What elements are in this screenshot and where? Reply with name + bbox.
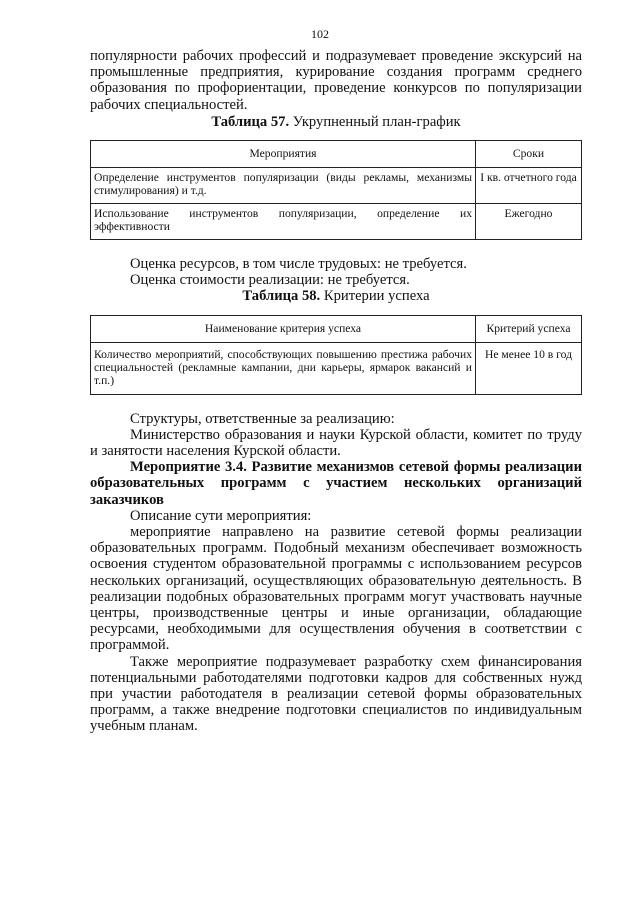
document-body xyxy=(90,48,582,735)
table-cell-criterion: Количество мероприятий, способствующих повышению престижа рабочих специальностей (рекламные кампании, дни карьеры, ярмарок вакансий и т.п.) xyxy=(91,342,476,394)
table-57-caption-title: Укрупненный план-график xyxy=(289,113,461,130)
description-paragraph-1: мероприятие направлено на развитие сетевой формы реализации образовательных программ. Подобный механизм обеспечивает возможность освоения студентом образовательной программы с использованием ресурсов нескольких организаций, осуществляющих образовательную деятельность. В реализации подобных образовательных программ могут участвовать научные центры, производственные центры и иные организации, обладающие ресурсами, необходимыми для осуществления обучения в соответствии с программой. xyxy=(90,524,582,654)
table-57-caption xyxy=(90,114,582,130)
table-58-caption xyxy=(90,288,582,304)
intro-paragraph: популярности рабочих профессий и подразумевает проведение экскурсий на промышленные предприятия, курирование создания программ среднего образования по профориентации, проведение конкурсов по популяризации рабочих специальностей. xyxy=(90,48,582,113)
event-heading: Мероприятие 3.4. Развитие механизмов сетевой формы реализации образовательных программ с участием нескольких организаций заказчиков xyxy=(90,459,582,508)
description-paragraph-2: Также мероприятие подразумевает разработку схем финансирования потенциальными работодателями подготовки кадров для собственных нужд при участии работодателя в реализации сетевой формы образовательных программ, а также внедрение подготовки специалистов по индивидуальным учебным планам. xyxy=(90,653,582,735)
table-57-caption-number: Таблица 57. xyxy=(211,113,290,130)
table-header-row xyxy=(91,315,582,342)
cost-line: Оценка стоимости реализации: не требуется. xyxy=(130,272,410,289)
table-cell-term: I кв. отчетного года xyxy=(476,168,582,204)
table-cell-activity: Использование инструментов популяризации, определение их эффективности xyxy=(91,204,476,240)
table-57-schedule xyxy=(90,140,582,240)
table-cell-activity: Определение инструментов популяризации (виды рекламы, механизмы стимулирования) и т.д. xyxy=(91,168,476,204)
description-label: Описание сути мероприятия: xyxy=(130,507,312,524)
resources-line: Оценка ресурсов, в том числе трудовых: не требуется. xyxy=(130,256,467,273)
table-row xyxy=(91,342,582,394)
table-cell-criterion-value: Не менее 10 в год xyxy=(476,342,582,394)
table-header-row xyxy=(91,141,582,168)
table-header-activity: Мероприятия xyxy=(91,141,476,168)
table-header-criterion-value: Критерий успеха xyxy=(476,315,582,342)
structures-label: Структуры, ответственные за реализацию: xyxy=(130,410,395,427)
table-cell-term: Ежегодно xyxy=(476,204,582,240)
table-58-success-criteria xyxy=(90,315,582,395)
table-header-term: Сроки xyxy=(476,141,582,168)
structures-text: Министерство образования и науки Курской области, комитет по труду и занятости населения Курской области. xyxy=(90,426,582,460)
table-header-criterion-name: Наименование критерия успеха xyxy=(91,315,476,342)
table-58-caption-number: Таблица 58. xyxy=(242,288,321,305)
table-58-caption-title: Критерии успеха xyxy=(320,288,430,305)
page-number: 102 xyxy=(311,27,329,41)
table-row xyxy=(91,204,582,240)
table-row xyxy=(91,168,582,204)
